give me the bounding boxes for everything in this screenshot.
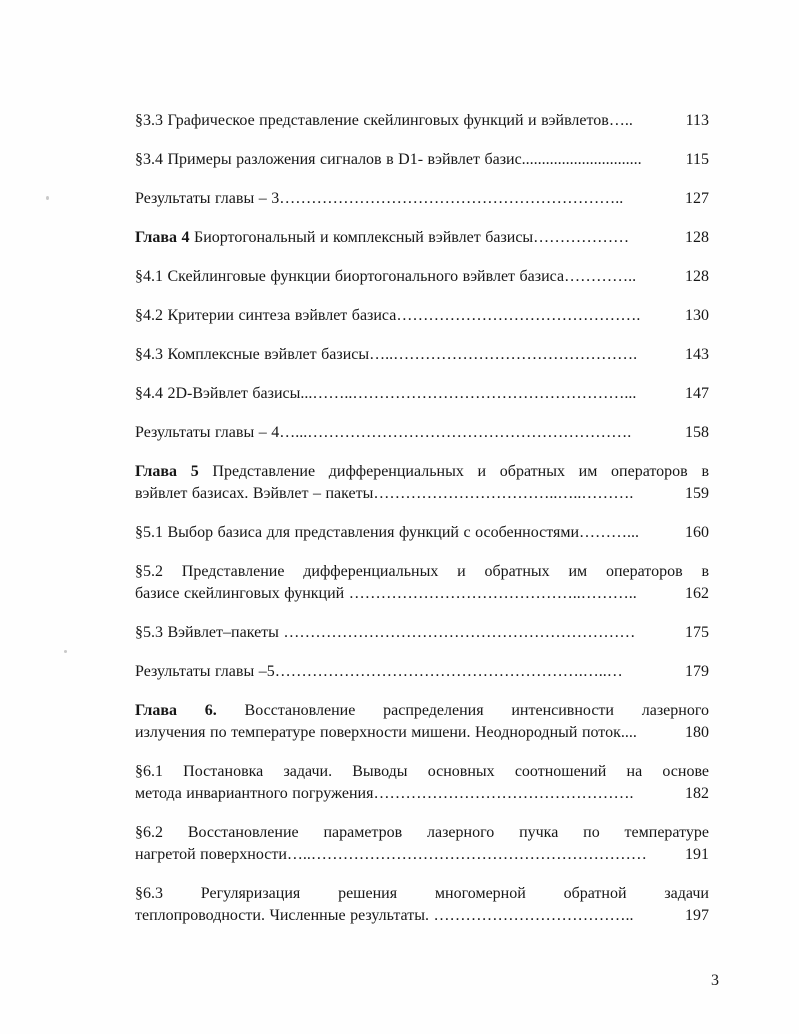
toc-entry-lines [135,561,709,605]
toc-entry-line: Глава 6. Восстановление распределения интенсивности лазерного [135,702,709,719]
toc-entry [135,561,709,605]
toc-entry [135,110,709,132]
toc-entry-lines [135,622,709,644]
toc-entry [135,661,709,683]
toc-entry-line: метода инвариантного погружения…………………………………………. [135,785,634,802]
toc-entry-line: §3.4 Примеры разложения сигналов в D1- вэйвлет базис.............................. [135,151,642,168]
toc-entry-lines [135,344,709,366]
toc-entry-chapter-label: Глава 6. [135,702,217,719]
toc-entry-line: §4.1 Скейлинговые функции биортогонального вэйвлет базиса………….. [135,268,637,285]
toc-entry-page-number: 158 [681,422,709,444]
toc-entry-line: §6.2 Восстановление параметров лазерного пучка по температуре [135,824,709,841]
toc-entry-lines [135,422,709,444]
toc-entry [135,266,709,288]
toc-entry-lines [135,661,709,683]
toc-entry [135,305,709,327]
toc-entry-line: §4.4 2D-Вэйвлет базисы...……..……………………………………………... [135,385,637,402]
toc-entry [135,761,709,805]
toc-entry-page-number: 130 [681,305,709,327]
toc-entry-line: излучения по температуре поверхности мишени. Неоднородный поток.... [135,724,637,741]
toc-entry-page-number: 127 [681,188,709,210]
toc-entry-line: Результаты главы –5………………………………………………….…..… [135,663,623,680]
toc-entry [135,383,709,405]
toc-entry [135,461,709,505]
toc-entry-page-number: 175 [681,622,709,644]
toc-entry [135,622,709,644]
toc-entry [135,822,709,866]
toc-entry [135,344,709,366]
toc-entry-page-number: 191 [681,844,709,866]
toc-entry-page-number: 159 [681,483,709,505]
toc-entry [135,422,709,444]
toc-entry-line: §5.1 Выбор базиса для представления функций с особенностями………... [135,524,640,541]
toc-entry-lines [135,110,709,132]
toc-entry [135,227,709,249]
toc-entry-line: §6.3 Регуляризация решения многомерной обратной задачи [135,885,709,902]
toc-entry-lines [135,761,709,805]
toc-entry-lines [135,700,709,744]
toc-entry-page-number: 128 [681,266,709,288]
toc-entry [135,188,709,210]
toc-entry [135,149,709,171]
toc-entry-page-number: 143 [681,344,709,366]
toc-entry-page-number: 128 [681,227,709,249]
toc-entry-line: вэйвлет базисах. Вэйвлет – пакеты……………………………..…..………. [135,485,634,502]
toc-entry-lines [135,883,709,927]
toc-entry-page-number: 180 [681,722,709,744]
toc-entry-page-number: 113 [682,110,709,132]
toc-entry-lines [135,461,709,505]
toc-entry-page-number: 160 [681,522,709,544]
scan-artifact [46,196,49,200]
toc-entry-lines [135,822,709,866]
toc-entry-line: теплопроводности. Численные результаты. ……………………………….. [135,907,634,924]
toc-entry-lines [135,522,709,544]
toc-entry-lines [135,188,709,210]
toc-entry-lines [135,266,709,288]
toc-entry-page-number: 162 [681,583,709,605]
toc-list [135,110,709,944]
toc-entry-line: Результаты главы – 3……………………………………………………….. [135,190,624,207]
scan-artifact [64,650,67,653]
toc-entry-line: §6.1 Постановка задачи. Выводы основных соотношений на основе [135,763,709,780]
toc-entry-line: §5.2 Представление дифференциальных и обратных им операторов в [135,563,709,580]
toc-entry-page-number: 115 [682,149,709,171]
page-folio-number: 3 [711,972,719,989]
toc-entry-line: §4.3 Комплексные вэйвлет базисы…..………………………………………. [135,346,638,363]
toc-entry [135,700,709,744]
toc-entry [135,522,709,544]
toc-entry-line: §3.3 Графическое представление скейлинговых функций и вэйвлетов….. [135,112,633,129]
toc-entry-page-number: 197 [681,905,709,927]
toc-entry-lines [135,305,709,327]
toc-entry-line: §4.2 Критерии синтеза вэйвлет базиса………………………………………. [135,307,641,324]
toc-entry-chapter-label: Глава 5 [135,463,199,480]
toc-entry-line: §5.3 Вэйвлет–пакеты ………………………………………………………… [135,624,636,641]
toc-entry-lines [135,383,709,405]
toc-entry-line: базисе скейлинговых функций ……………………………………..……….. [135,585,637,602]
toc-entry-line: Результаты главы – 4…...……………………………………………………. [135,424,632,441]
toc-entry-lines [135,149,709,171]
toc-entry-line: Глава 4 Биортогональный и комплексный вэйвлет базисы……………… [135,229,630,246]
toc-entry-chapter-label: Глава 4 [135,229,190,246]
toc-entry-line: Глава 5 Представление дифференциальных и обратных им операторов в [135,463,709,480]
toc-entry-page-number: 182 [681,783,709,805]
toc-entry-page-number: 179 [681,661,709,683]
toc-entry-line: нагретой поверхности…..……………………………………………………… [135,846,647,863]
toc-entry-page-number: 147 [681,383,709,405]
toc-entry [135,883,709,927]
toc-entry-lines [135,227,709,249]
